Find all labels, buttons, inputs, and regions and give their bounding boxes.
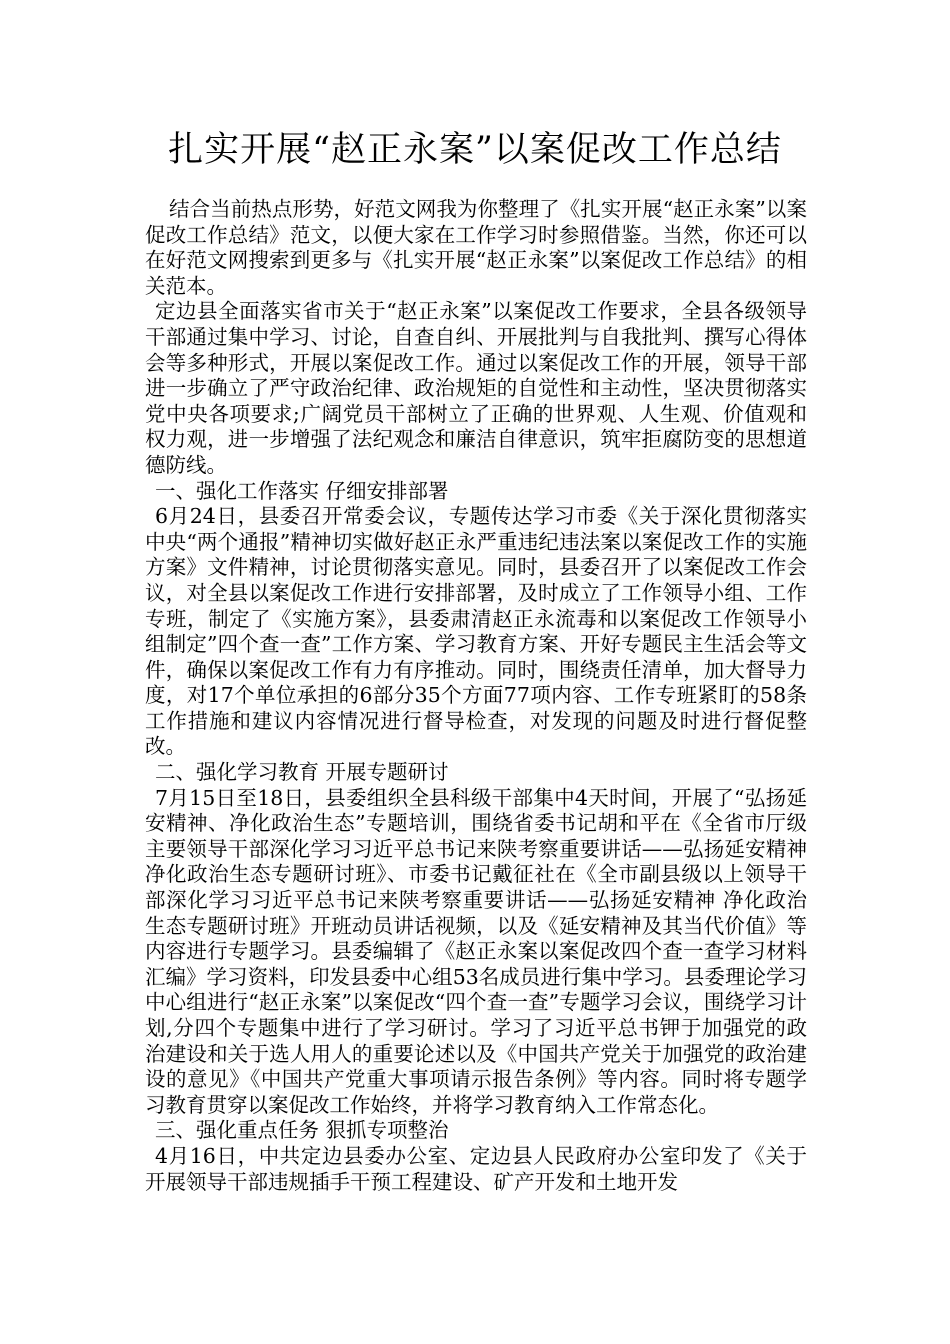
section-heading: 二、强化学习教育 开展专题研讨 [155,760,449,785]
document-title: 扎实开展“赵正永案”以案促改工作总结 [168,130,782,170]
document-body [145,197,807,1195]
section-heading: 一、强化工作落实 仔细安排部署 [155,478,449,503]
body-paragraph: 6月24日，县委召开常委会议，专题传达学习市委《关于深化贯彻落实中央“两个通报”精神切实做好赵正永严重违纪违法案以案促改工作的实施方案》文件精神，讨论贯彻落实意见。同时，县委召开了以案促改工作会议，对全县以案促改工作进行安排部署，及时成立了工作领导小组、工作专班，制定了《实施方案》，县委肃清赵正永流毒和以案促改工作领导小组制定”四个查一查”工作方案、学习教育方案、开好专题民主生活会等文件，确保以案促改工作有力有序推动。同时，围绕责任清单，加大督导力度，对17个单位承担的6部分35个方面77项内容、工作专班紧盯的58条工作措施和建议内容情况进行督导检查，对发现的问题及时进行督促整改。 [145,504,807,759]
intro-paragraph: 结合当前热点形势，好范文网我为你整理了《扎实开展“赵正永案”以案促改工作总结》范文，以便大家在工作学习时参照借鉴。当然，你还可以在好范文网搜索到更多与《扎实开展“赵正永案”以案促改工作总结》的相关范本。 [145,197,807,298]
body-paragraph: 7月15日至18日，县委组织全县科级干部集中4天时间，开展了“弘扬延安精神、净化政治生态”专题培训，围绕省委书记胡和平在《全省市厅级主要领导干部深化学习习近平总书记来陕考察重要讲话——弘扬延安精神 净化政治生态专题研讨班》、市委书记戴征社在《全市副县级以上领导干部深化学习习近平总书记来陕考察重要讲话——弘扬延安精神 净化政治生态专题研讨班》开班动员讲话视频，以及《延安精神及其当代价值》等内容进行专题学习。县委编辑了《赵正永案以案促改四个查一查学习材料汇编》学习资料，印发县委中心组53名成员进行集中学习。县委理论学习中心组进行“赵正永案”以案促改“四个查一查”专题学习会议，围绕学习计划,分四个专题集中进行了学习研讨。学习了习近平总书钾于加强党的政治建设和关于选人用人的重要论述以及《中国共产党关于加强党的政治建设的意见》《中国共产党重大事项请示报告条例》等内容。同时将专题学习教育贯穿以案促改工作始终，并将学习教育纳入工作常态化。 [145,785,807,1117]
body-paragraph: 4月16日，中共定边县委办公室、定边县人民政府办公室印发了《关于开展领导干部违规插手干预工程建设、矿产开发和土地开发 [145,1143,807,1194]
section-heading: 三、强化重点任务 狠抓专项整治 [155,1118,449,1143]
body-paragraph: 定边县全面落实省市关于“赵正永案”以案促改工作要求，全县各级领导干部通过集中学习、讨论，自查自纠、开展批判与自我批判、撰写心得体会等多种形式，开展以案促改工作。通过以案促改工作的开展，领导干部进一步确立了严守政治纪律、政治规矩的自觉性和主动性，坚决贯彻落实党中央各项要求;广阔党员干部树立了正确的世界观、人生观、价值观和权力观，进一步增强了法纪观念和廉洁自律意识，筑牢拒腐防变的思想道德防线。 [145,299,807,477]
